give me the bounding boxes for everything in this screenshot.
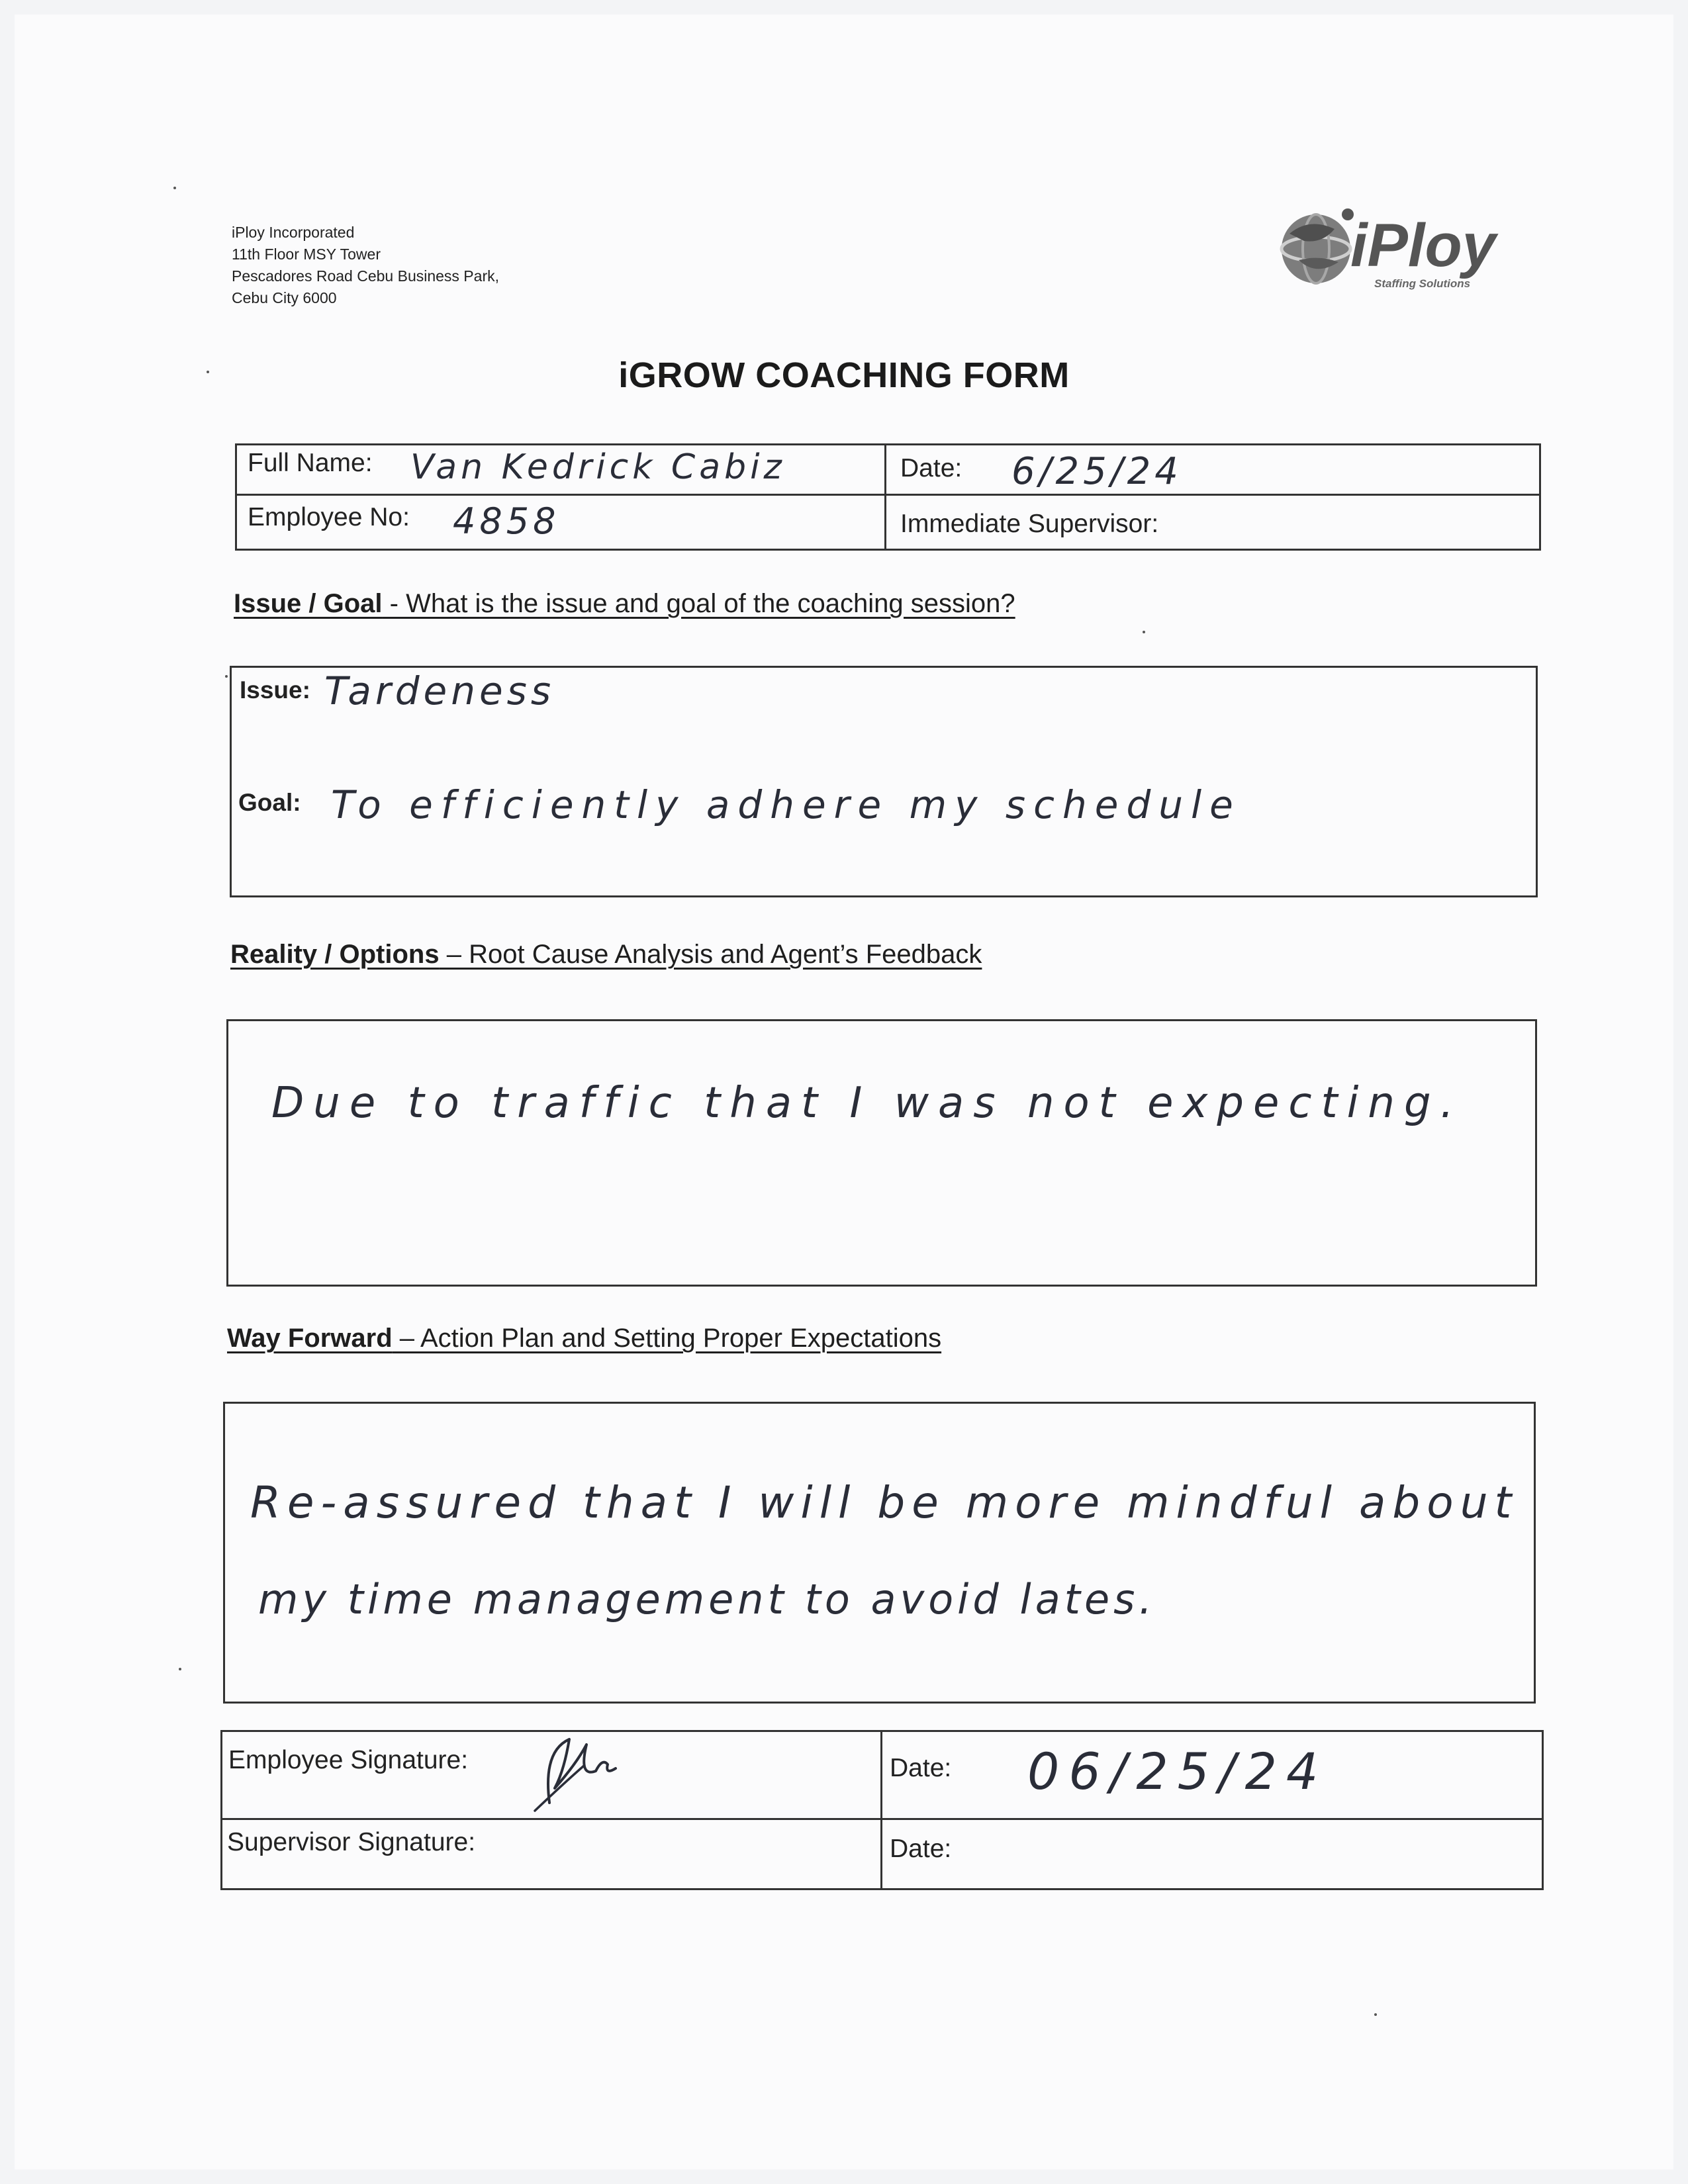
employee-date-value[interactable]: 06/25/24: [1027, 1742, 1328, 1801]
employee-signature-label: Employee Signature:: [228, 1746, 469, 1774]
issue-goal-heading: Issue / Goal - What is the issue and goal of the coaching session?: [234, 589, 1015, 618]
globe-logo-icon: [1270, 197, 1521, 296]
way-forward-heading: Way Forward – Action Plan and Setting Proper Expectations: [227, 1324, 942, 1353]
issue-value[interactable]: Tardeness: [324, 668, 555, 713]
divider: [884, 443, 886, 551]
scan-speck: [1374, 2013, 1377, 2016]
issue-label: Issue:: [240, 676, 310, 704]
employee-no-label: Employee No:: [248, 503, 410, 531]
reality-options-heading: Reality / Options – Root Cause Analysis and Agent’s Feedback: [230, 940, 982, 969]
address-line: iPloy Incorporated: [232, 224, 355, 241]
supervisor-signature-label: Supervisor Signature:: [227, 1828, 476, 1856]
company-address: [232, 222, 499, 309]
scan-speck: [225, 675, 228, 678]
address-line: Cebu City 6000: [232, 289, 337, 306]
employee-date-label: Date:: [890, 1754, 952, 1782]
full-name-label: Full Name:: [248, 449, 373, 477]
scan-speck: [179, 1668, 181, 1670]
address-line: Pescadores Road Cebu Business Park,: [232, 267, 499, 285]
supervisor-date-label: Date:: [890, 1835, 952, 1863]
goal-value[interactable]: To efficiently adhere my schedule: [331, 782, 1241, 827]
reality-options-box: [226, 1019, 1537, 1287]
address-line: 11th Floor MSY Tower: [232, 246, 381, 263]
scan-speck: [1143, 631, 1145, 633]
employee-signature: [523, 1725, 642, 1817]
goal-label: Goal:: [238, 789, 301, 816]
way-forward-box: [223, 1402, 1536, 1704]
svg-text:iPloy: iPloy: [1350, 212, 1496, 279]
full-name-value[interactable]: Van Kedrick Cabiz: [410, 447, 786, 487]
scan-speck: [207, 371, 209, 373]
divider: [880, 1730, 882, 1890]
way-forward-line-1[interactable]: Re-assured that I will be more mindful about: [250, 1477, 1519, 1528]
date-value[interactable]: 6/25/24: [1011, 450, 1182, 493]
immediate-supervisor-label: Immediate Supervisor:: [900, 510, 1159, 538]
reality-options-text[interactable]: Due to traffic that I was not expecting.: [271, 1079, 1463, 1128]
scan-speck: [173, 187, 176, 189]
svg-text:Staffing Solutions: Staffing Solutions: [1374, 277, 1471, 290]
divider: [235, 494, 1541, 496]
iploy-logo: [1270, 197, 1521, 296]
date-label: Date:: [900, 454, 962, 482]
employee-no-value[interactable]: 4858: [453, 500, 560, 542]
form-title: iGROW COACHING FORM: [618, 355, 1070, 395]
way-forward-line-2[interactable]: my time management to avoid lates.: [258, 1575, 1156, 1623]
